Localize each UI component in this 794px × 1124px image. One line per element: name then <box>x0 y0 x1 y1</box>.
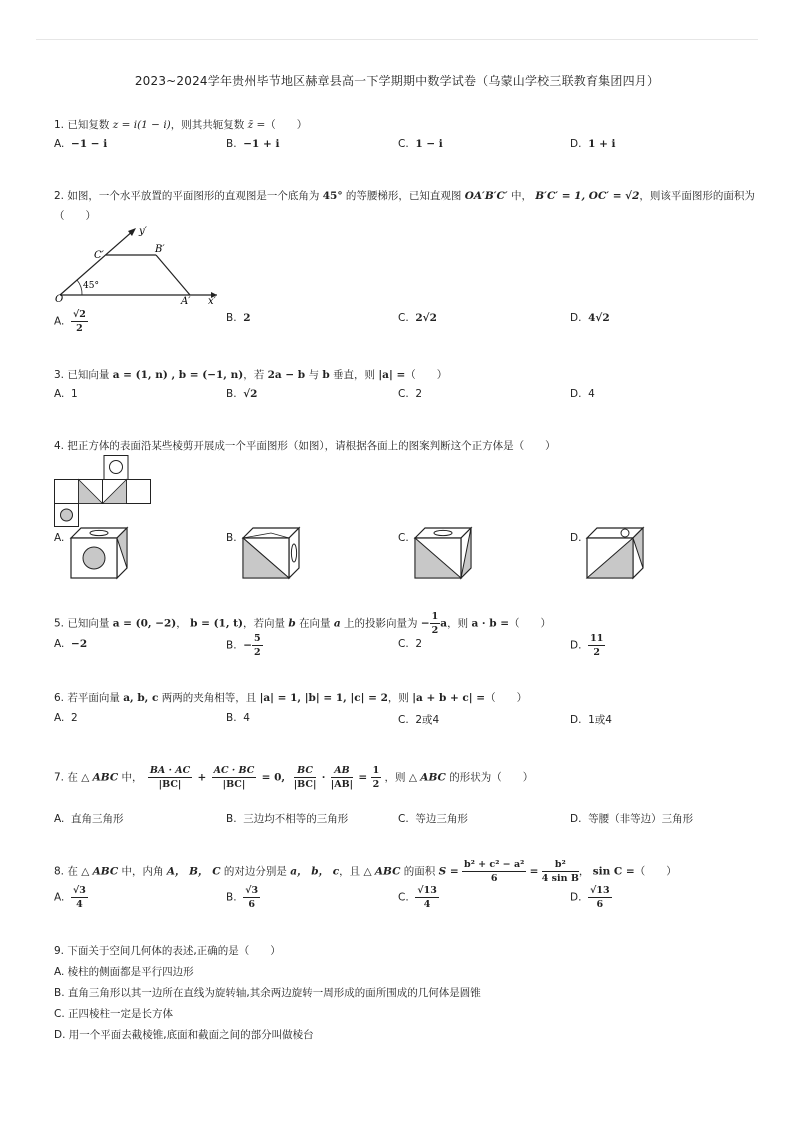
q4-option-b-label[interactable]: B. <box>226 532 237 544</box>
q2-trapezoid-figure <box>52 222 224 304</box>
q5-option-c[interactable]: C. 2 <box>398 638 423 650</box>
label-c: C′ <box>94 250 104 261</box>
net-top-face <box>104 456 128 480</box>
q8-option-a[interactable]: A. $\frac{√3}{4}$ <box>54 885 86 910</box>
label-x: x′ <box>208 296 216 304</box>
q2-option-a[interactable]: A. $\frac{√2}{2}$ <box>54 309 86 334</box>
q9-option-d[interactable]: D. 用一个平面去截棱锥,底面和截面之间的部分叫做棱台 <box>54 1029 314 1041</box>
q8-option-b[interactable]: B. $\frac{√3}{6}$ <box>226 885 259 910</box>
label-b: B′ <box>155 244 165 255</box>
label-y: y′ <box>139 226 147 237</box>
question-5-stem: 5. 已知向量 a = (0, −2)， b = (1, t)，若向量 b 在向量 a 上的投影向量为 − $\frac{1}{2}$ a，则 a · b =（ ） <box>54 611 552 636</box>
question-2-stem-line2: （ ） <box>54 210 96 222</box>
question-6-stem: 6. 若平面向量 a, b, c 两两的夹角相等，且 |a| = 1, |b| = 1, |c| = 2，则 |a + b + c| =（ ） <box>54 692 528 704</box>
q4-option-d-cube[interactable] <box>585 526 645 580</box>
q3-option-d[interactable]: D. 4 <box>570 388 595 400</box>
question-7-stem: 7. 在 △ ABC 中， $\frac{BA \cdot AC}{|BC|}$ + $\frac{AC \cdot BC}{|BC|}$ = 0, $\frac{BC}{|BC|}$ · $\frac{AB}{|AB|}$ = $\frac{1}{2}$ ，则 △ ABC 的形状为（ ） <box>54 765 534 790</box>
question-4-stem: 4. 把正方体的表面沿某些棱剪开展成一个平面图形（如图），请根据各面上的图案判断这个正方体是（ ） <box>54 440 556 452</box>
q1-text-a: 1. 已知复数 <box>54 119 113 131</box>
q9-option-c[interactable]: C. 正四棱柱一定是长方体 <box>54 1008 174 1020</box>
q4-option-c-label[interactable]: C. <box>398 532 409 544</box>
q7-option-a[interactable]: A. 直角三角形 <box>54 813 124 825</box>
q9-option-b[interactable]: B. 直角三角形以其一边所在直线为旋转轴,其余两边旋转一周形成的面所围成的几何体是圆锥 <box>54 987 481 999</box>
q1-expr2: z̄ = <box>247 119 266 131</box>
q7-option-d[interactable]: D. 等腰（非等边）三角形 <box>570 813 694 825</box>
question-2-stem: 2. 如图，一个水平放置的平面图形的直观图是一个底角为 45° 的等腰梯形，已知直观图 OA′B′C′ 中， B′C′ = 1, OC′ = √2，则该平面图形的面积为 <box>54 190 755 202</box>
q7-option-c[interactable]: C. 等边三角形 <box>398 813 468 825</box>
net-circle-top <box>110 461 123 474</box>
q5-option-a[interactable]: A. −2 <box>54 638 88 650</box>
q6-option-c[interactable]: C. 2或4 <box>398 714 440 726</box>
q4-option-d-label[interactable]: D. <box>570 532 582 544</box>
net-face-4 <box>127 480 151 504</box>
q1-text-c: （ ） <box>265 119 308 131</box>
q5-option-d[interactable]: D. $\frac{11}{2}$ <box>570 633 604 658</box>
q1-option-c[interactable]: C. 1 − i <box>398 138 443 150</box>
q8-option-c[interactable]: C. $\frac{√13}{4}$ <box>398 885 437 910</box>
q2-option-d[interactable]: D. 4√2 <box>570 312 610 324</box>
q1-option-a[interactable]: A. −1 − i <box>54 138 108 150</box>
header-rule <box>36 39 758 40</box>
q4-option-a-label[interactable]: A. <box>54 532 65 544</box>
question-9-stem: 9. 下面关于空间几何体的表述,正确的是（ ） <box>54 945 281 957</box>
q2-option-b[interactable]: B. 2 <box>226 312 251 324</box>
q6-option-b[interactable]: B. 4 <box>226 712 250 724</box>
q1-option-b[interactable]: B. −1 + i <box>226 138 280 150</box>
q3-option-b[interactable]: B. √2 <box>226 388 258 400</box>
q4-option-c-cube[interactable] <box>413 526 473 580</box>
question-3-stem: 3. 已知向量 a = (1, n) , b = (−1, n)，若 2a − b 与 b 垂直，则 |a| =（ ） <box>54 369 448 381</box>
q9-option-a[interactable]: A. 棱柱的侧面都是平行四边形 <box>54 966 194 978</box>
net-face-1 <box>55 480 79 504</box>
q2-option-c[interactable]: C. 2√2 <box>398 312 437 324</box>
q4-option-b-cube[interactable] <box>241 526 301 580</box>
q3-option-a[interactable]: A. 1 <box>54 388 78 400</box>
q6-option-d[interactable]: D. 1或4 <box>570 714 612 726</box>
q1-option-d[interactable]: D. 1 + i <box>570 138 616 150</box>
q4-option-a-cube[interactable] <box>69 526 129 580</box>
q5-option-b[interactable]: B. − $\frac{5}{2}$ <box>226 633 261 658</box>
angle-arc <box>77 280 82 295</box>
net-triangle-1 <box>79 480 103 504</box>
label-a: A′ <box>181 296 191 304</box>
net-circle-bottom <box>61 509 73 521</box>
q7-option-b[interactable]: B. 三边均不相等的三角形 <box>226 813 349 825</box>
label-angle: 45° <box>83 281 99 291</box>
q1-expr: z = i(1 − i) <box>112 119 171 131</box>
question-1-stem <box>54 117 307 132</box>
q8-option-d[interactable]: D. $\frac{√13}{6}$ <box>570 885 610 910</box>
right-leg-line <box>156 255 190 295</box>
question-8-stem: 8. 在 △ ABC 中，内角 A， B， C 的对边分别是 a， b， c，且 △ ABC 的面积 S = $\frac{\text{b² + c² − a²}}{6}$ = $\frac{\text{b²}}{\text{4 sin B}}$ ， sin C =（ ） <box>54 859 677 884</box>
q3-option-c[interactable]: C. 2 <box>398 388 423 400</box>
page-title: 2023~2024学年贵州毕节地区赫章县高一下学期期中数学试卷（乌蒙山学校三联教育集团四月） <box>134 74 660 88</box>
net-triangle-2 <box>103 480 127 504</box>
label-o: O <box>55 294 64 304</box>
q1-text-b: ，则其共轭复数 <box>170 119 248 131</box>
q6-option-a[interactable]: A. 2 <box>54 712 78 724</box>
q4-cube-net <box>54 455 154 527</box>
